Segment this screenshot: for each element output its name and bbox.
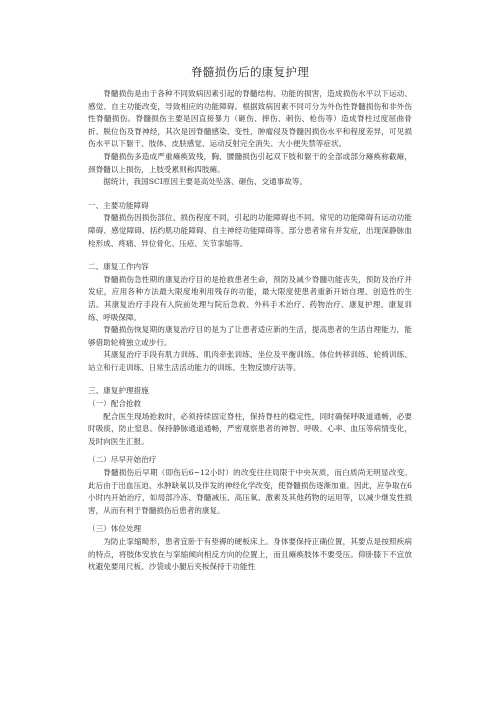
subsection-heading-2: （二）尽早开始治疗 (88, 455, 157, 465)
section1-paragraph-1: 脊髓损伤因损伤部位、损伤程度不同，引起的功能障碍也不同。常见的功能障碍有运动功能障碍、感觉障碍、括约肌功能障碍、自主神经功能障碍等。部分患者常有并发症，出现深静脉血栓形成、疼痛、异位骨化、压疮、关节挛缩等。 (88, 213, 412, 248)
subsection-heading-1: （一）配合抢救 (88, 399, 142, 409)
intro-paragraph-3: 据统计，我国SCI原因主要是高处坠落、砸伤、交通事故等。 (103, 177, 308, 187)
intro-paragraph-1: 脊髓损伤是由于各种不同致病因素引起的脊髓结构、功能的损害，造成损伤水平以下运动、感觉、自主功能改变，导致相应的功能障碍。根据致病因素不同可分为外伤性脊髓损伤和非外伤性脊髓损伤。脊髓损伤主要是因直接暴力（砸伤、摔伤、刺伤、枪伤等）造成脊柱过度屈曲骨折、脱位伤及脊神经，其次是因脊髓感染、变性、肿瘤侵及脊髓因损伤水平和程度差异，可见损伤水平以下躯干、肢体、皮肤感觉、运动反射完全消失、大小便失禁等症状。 (88, 89, 412, 149)
intro-paragraph-2: 脊髓损伤多造成严重瘫痪致残，胸、腰髓损伤引起双下肢和躯干的全部或部分瘫痪称截瘫，颈脊髓以上损伤，上肢受累则称四肢瘫。 (88, 151, 412, 174)
subsection2-paragraph: 脊髓损伤后早期（即伤后6~12小时）的改变往往局限于中央灰质，而白质尚无明显改变。此后由于出血压迫、水肿缺氧以及伴发的神经化学改变，使脊髓损伤逐渐加重。因此，应争取在6小时内开始治疗，如局部冷冻、脊髓减压、高压氧、激素及其他药物的运用等，以减少继发性损害，从而有利于脊髓损伤后患者的康复。 (88, 468, 412, 515)
section2-paragraph-3: 其康复治疗手段有肌力训练、肌肉牵张训练、坐位及平衡训练、体位转移训练、轮椅训练、站立和行走训练、日常生活活动能力的训练、生物反馈疗法等。 (88, 350, 412, 372)
section-heading-1: 一、主要功能障碍 (88, 200, 149, 210)
subsection1-paragraph: 配合医生现场抢救时，必须持续固定脊柱，保持脊柱的稳定性，同时确保呼吸道通畅，必要时吸痰，防止窒息。保持静脉通道通畅，严密观察患者的神智、呼吸、心率、血压等病情变化，及时向医生汇报。 (88, 411, 412, 446)
section2-paragraph-2: 脊髓损伤恢复期的康复治疗目的是为了让患者适应新的生活，提高患者的生活自理能力，能够借助轮椅独立或步行。 (88, 325, 412, 347)
subsection-heading-3: （三）体位处理 (88, 524, 142, 534)
subsection3-paragraph: 为防止挛缩畸形，患者宜卧于有垫褥的硬板床上。身体要保持正确位置，其要点是按照疾病的特点，将肢体安放在与挛缩倾向相反方向的位置上，而且瘫痪肢体不要受压。仰卧膝下不宜放枕避免要用尺板、沙袋或小腿后夹板保持于功能性 (88, 537, 412, 572)
section2-paragraph-1: 脊髓损伤急性期的康复治疗目的是抢救患者生命，预防及减少脊髓功能丧失，预防及治疗并发症，应用各种方法最大限度地利用残存的功能，最大限度使患者重新开始自理、创造性的生活。其康复治疗手段有入院前处理与院后急救、外科手术治疗、药物治疗、康复护理、康复训练、呼吸保障。 (88, 274, 412, 322)
section-heading-3: 三、康复护理措施 (88, 386, 149, 396)
section-heading-2: 二、康复工作内容 (88, 262, 149, 272)
page-title: 脊髓损伤后的康复护理 (191, 65, 309, 79)
